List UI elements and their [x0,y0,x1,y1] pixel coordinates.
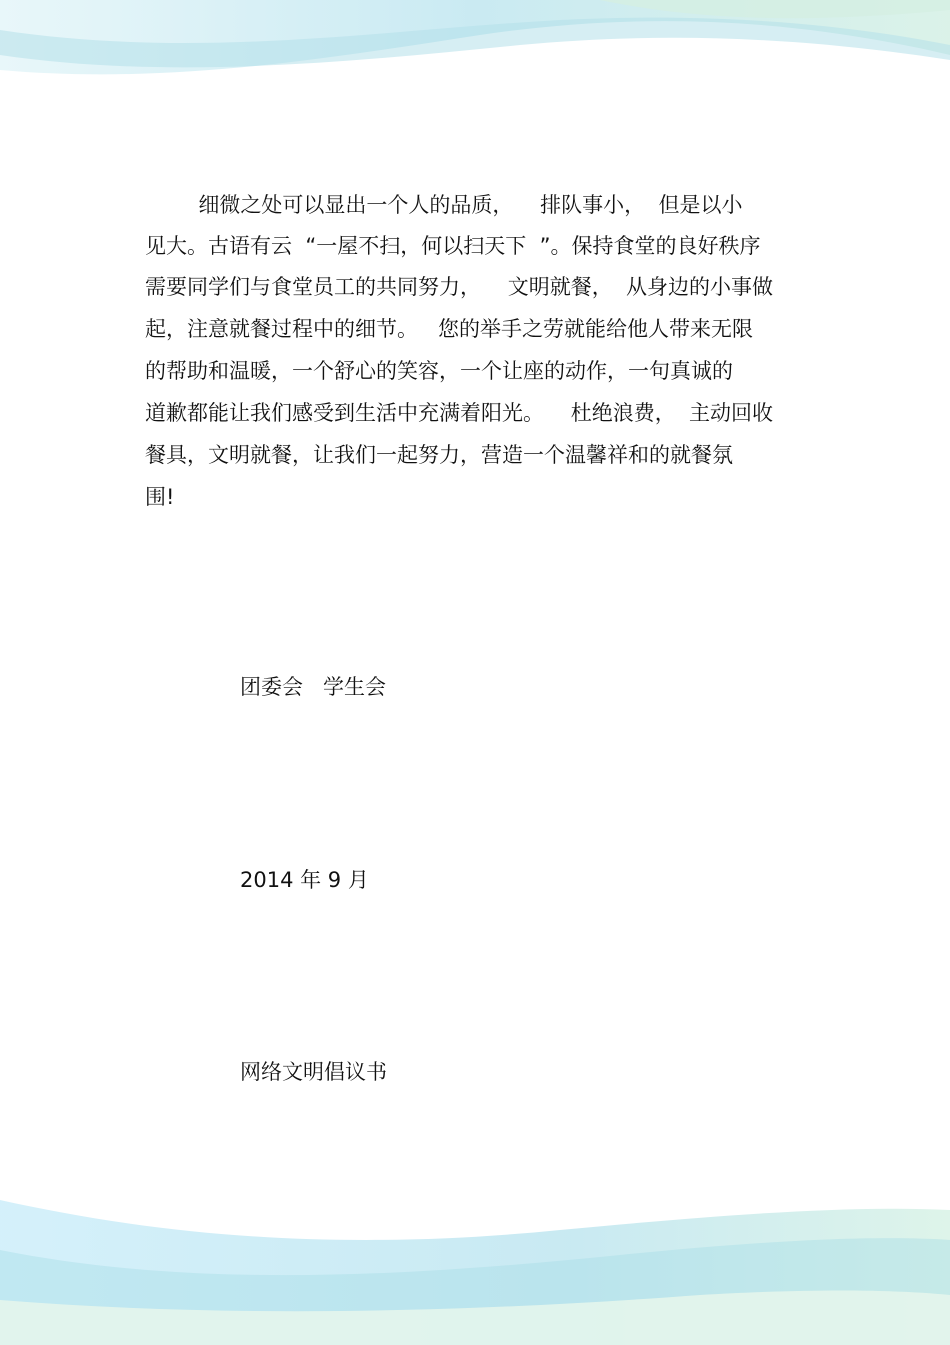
signature: 团委会 学生会 [240,675,387,699]
paragraph-line: 的帮助和温暖，一个舒心的笑容，一个让座的动作，一句真诚的 [145,359,733,383]
paragraph-line: 需要同学们与食堂员工的共同努力， 文明就餐， 从身边的小事做 [145,275,774,299]
bottom-wave-decoration [0,1180,950,1345]
paragraph-line: 细微之处可以显出一个人的品质， 排队事小， 但是以小 [145,193,743,217]
paragraph-line: 道歉都能让我们感受到生活中充满着阳光。 杜绝浪费， 主动回收 [145,401,774,425]
paragraph-line: 餐具，文明就餐，让我们一起努力，营造一个温馨祥和的就餐氛 [145,443,733,467]
next-section-title: 网络文明倡议书 [240,1060,387,1084]
paragraph-line: 见大。古语有云 “一屋不扫，何以扫天下 ”。保持食堂的良好秩序 [145,234,761,258]
paragraph-line: 围! [145,485,175,509]
date: 2014 年 9 月 [240,868,369,892]
paragraph-line: 起，注意就餐过程中的细节。 您的举手之劳就能给他人带来无限 [145,317,754,341]
body-paragraph [145,185,810,515]
top-wave-decoration [0,0,950,110]
